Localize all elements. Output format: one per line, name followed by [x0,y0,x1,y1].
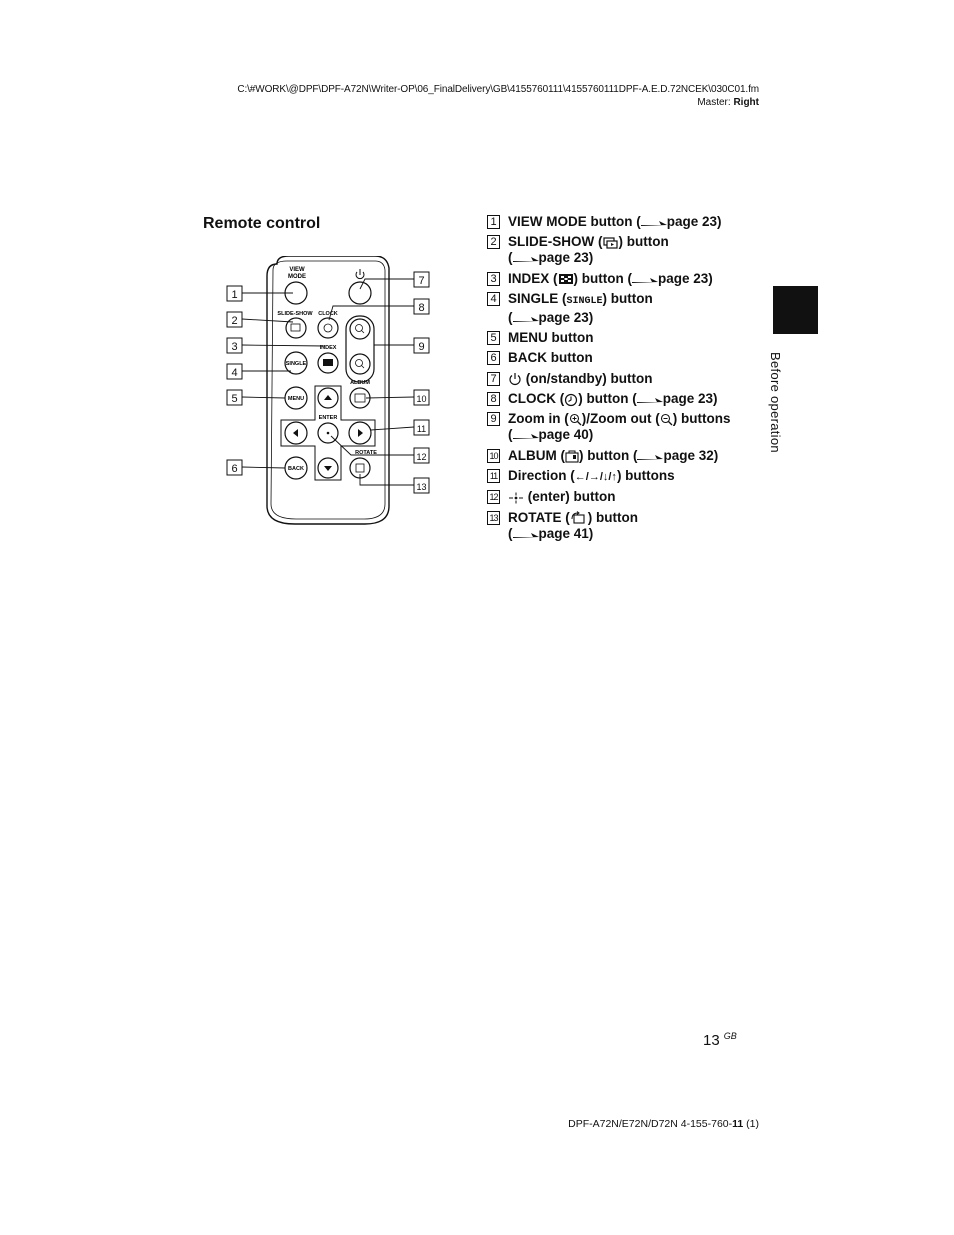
menu-button-text: MENU [287,396,305,402]
remote-control-illustration [225,256,435,526]
page-arrow-icon [641,218,667,227]
legend-item [487,510,757,542]
legend-item [487,330,757,346]
zoom-in-icon [569,413,582,426]
legend-page-ref: page 23) [538,309,594,325]
page-number-value: 13 [703,1032,720,1049]
legend-page-ref: page 41) [538,525,594,541]
legend-item [487,411,757,443]
callout-8: 8 [418,302,425,314]
legend-text: ) button [587,509,638,525]
legend-number: 10 [487,449,500,463]
side-tab-label: Before operation [768,352,783,453]
legend-text: ) button [602,290,653,306]
legend-text: INDEX ( [508,270,558,286]
master-label-text: Master: [697,97,731,108]
section-title: Remote control [203,215,321,232]
legend-page-ref: page 40) [538,427,594,443]
label-slide-show: SLIDE-SHOW [277,311,313,317]
page-lang: GB [723,1031,737,1041]
back-button-text: BACK [288,466,304,472]
callout-6: 6 [231,463,238,475]
callout-12: 12 [416,452,427,462]
power-icon [508,372,522,386]
legend-text: MENU button [508,330,594,346]
legend-text: ) button [618,234,669,250]
callout-4: 4 [231,367,238,379]
zoom-out-button [350,354,370,374]
zoom-out-icon [660,413,673,426]
legend-text: (enter) button [527,489,616,505]
legend-item [487,468,757,485]
callout-7: 7 [418,275,425,287]
label-album: ALBUM [350,380,370,386]
page-arrow-icon [513,314,539,323]
button-legend [487,214,757,546]
legend-page-ref: page 23) [658,270,713,286]
legend-text: SINGLE ( [508,290,567,306]
legend-text: ) button ( [578,391,637,407]
page-arrow-icon [637,395,663,404]
legend-text: Direction ( [508,467,575,483]
legend-text: (on/standby) button [525,370,653,386]
power-label-icon [356,269,364,279]
page-arrow-icon [513,254,539,263]
master-label [697,97,759,108]
legend-number: 3 [487,272,500,286]
page-arrow-icon [513,431,539,440]
legend-text: ( [508,525,513,541]
legend-number: 6 [487,351,500,365]
legend-item [487,448,757,464]
legend-item [487,489,757,505]
legend-number: 13 [487,511,500,525]
legend-text: ROTATE ( [508,509,570,525]
legend-text: ( [508,427,513,443]
page-number [703,1031,737,1049]
master-value: Right [733,97,759,108]
rotate-icon [570,511,588,525]
callout-1: 1 [231,289,238,301]
legend-item [487,391,757,407]
album-icon [565,450,579,463]
slide-show-button [286,318,306,338]
label-clock: CLOCK [318,311,338,317]
legend-number: 12 [487,490,500,504]
legend-item [487,291,757,326]
page-arrow-icon [513,530,539,539]
legend-text: SLIDE-SHOW ( [508,234,603,250]
callout-5: 5 [231,393,238,405]
side-tab-marker [773,286,818,334]
legend-text: BACK button [508,350,593,366]
legend-text: ) buttons [672,411,731,427]
legend-number: 8 [487,392,500,406]
footer-suffix: (1) [746,1118,759,1130]
legend-text: ) button ( [579,447,638,463]
label-enter: ENTER [318,415,338,421]
legend-text: Zoom in ( [508,411,569,427]
legend-item [487,271,757,287]
legend-text: VIEW MODE button ( [508,214,641,229]
enter-icon [508,492,524,504]
label-rotate: ROTATE [355,450,377,456]
callout-2: 2 [231,315,238,327]
callout-3: 3 [231,341,238,353]
callout-11: 11 [416,424,427,434]
legend-text: ( [508,309,513,325]
zoom-in-button [350,319,370,339]
legend-page-ref: page 23) [662,391,718,407]
callout-13: 13 [416,482,427,492]
legend-item [487,371,757,387]
legend-page-ref: page 32) [663,447,719,463]
legend-text: ( [508,250,513,266]
legend-number: 4 [487,292,500,306]
page-arrow-icon [637,452,663,461]
legend-text: )/Zoom out ( [581,411,660,427]
legend-number: 11 [487,469,500,483]
legend-page-ref: page 23) [538,250,594,266]
file-path-header: C:\#WORK\@DPF\DPF-A72N\Writer-OP\06_FinalDelivery\GB\4155760111\4155760111DPF-A.E.D.72NCEK\030C01.fm [237,84,759,95]
clock-button [318,318,338,338]
legend-text: CLOCK ( [508,391,565,407]
legend-item [487,234,757,266]
footer-model-info [568,1118,759,1130]
legend-text: ) buttons [616,467,675,483]
single-icon-text: SINGLE [566,295,603,307]
legend-number: 9 [487,412,500,426]
label-view: VIEW [289,267,305,273]
callout-10: 10 [416,394,427,404]
legend-item [487,214,757,230]
footer-rev: 11 [732,1118,744,1130]
legend-text: ) button ( [573,270,632,286]
label-index: INDEX [319,345,337,351]
callout-9: 9 [418,341,425,353]
legend-number: 2 [487,235,500,249]
single-button-text: SINGLE [285,361,307,367]
footer-model: DPF-A72N/E72N/D72N 4-155-760- [568,1118,733,1130]
legend-text: ALBUM ( [508,447,565,463]
legend-number: 7 [487,372,500,386]
index-icon [558,273,574,285]
label-mode: MODE [288,274,306,280]
power-button [349,282,371,304]
legend-item [487,350,757,366]
legend-number: 1 [487,215,500,229]
clock-icon [564,393,578,407]
legend-page-ref: page 23) [666,214,722,229]
page-arrow-icon [632,275,658,284]
slideshow-icon [603,237,619,249]
legend-number: 5 [487,331,500,345]
direction-arrows-icon: ←/→/↓/↑ [574,470,617,483]
